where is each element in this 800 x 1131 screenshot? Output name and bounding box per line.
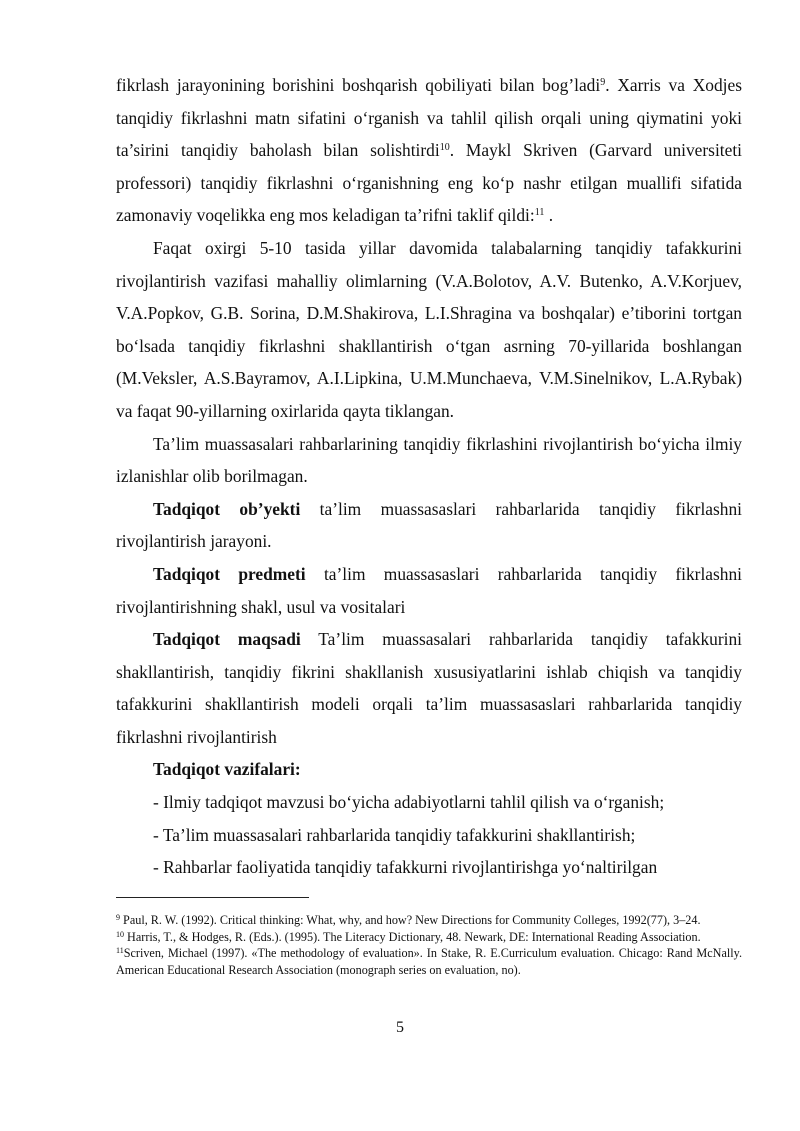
- paragraph-1-text-a: fikrlash jarayonining borishini boshqarish qobiliyati bilan bog’ladi: [116, 75, 601, 95]
- research-goal-paragraph: [116, 623, 742, 753]
- footnote-text: Paul, R. W. (1992). Critical thinking: What, why, and how? New Directions for Community Colleges, 1992(77), 3–24.: [120, 913, 701, 927]
- research-object-text: ta’lim muassasaslari rahbarlarida tanqidiy fikrlashni rivojlantirish jarayoni.: [116, 498, 742, 552]
- paragraph-1-text-c: . Maykl Skriven (Garvard universiteti professori) tanqidiy fikrlashni oʻrganishning eng koʻp nashr etilgan muallifi sifatida zamonaviy voqelikka eng mos keladigan ta’rifni taklif qildi:: [116, 140, 742, 226]
- paragraph-3: Ta’lim muassasalari rahbarlarining tanqidiy fikrlashini rivojlantirish boʻyicha ilmiy izlanishlar olib borilmagan.: [116, 433, 742, 487]
- research-object-label: Tadqiqot ob’yekti: [153, 498, 301, 519]
- footnote-ref-10[interactable]: 10: [439, 142, 450, 154]
- body-text: [116, 69, 742, 884]
- footnote-number: 11: [116, 946, 124, 956]
- footnote-9: [116, 912, 742, 929]
- research-task-item: - Ilmiy tadqiqot mavzusi boʻyicha adabiyotlarni tahlil qilish va oʻrganish;: [153, 792, 665, 813]
- paragraph-1: [116, 69, 742, 232]
- footnotes: [116, 912, 742, 978]
- research-object-paragraph: [116, 493, 742, 558]
- research-subject-text: ta’lim muassasaslari rahbarlarida tanqidiy fikrlashni rivojlantirishning shakl, usul va vositalari: [116, 563, 742, 617]
- research-tasks-heading: Tadqiqot vazifalari:: [153, 759, 301, 780]
- footnote-number: 10: [116, 929, 124, 939]
- footnote-10: [116, 929, 742, 946]
- footnote-ref-11[interactable]: 11: [534, 207, 545, 219]
- paragraph-1-text-b: . Xarris va Xodjes tanqidiy fikrlashni matn sifatini oʻrganish va tahlil qilish orqali uning qiymatini yoki ta’sirini tanqidiy baholash bilan solishtirdi: [116, 75, 742, 161]
- page-number: 5: [396, 1019, 404, 1036]
- footnote-divider: [116, 897, 309, 898]
- paragraph-2: Faqat oxirgi 5-10 tasida yillar davomida talabalarning tanqidiy tafakkurini rivojlantirish vazifasi mahalliy olimlarning (V.A.Bolotov, A.V. Butenko, A.V.Korjuev, V.A.Popkov, G.B. Sorina, D.M.Shakirova, L.I.Shragina va boshqalar) e’tiborini tortgan boʻlsada tanqidiy fikrlashni shakllantirish oʻtgan asrning 70-yillarida boshlangan (M.Veksler, A.S.Bayramov, A.I.Lipkina, U.M.Munchaeva, V.M.Sinelnikov, L.A.Rybak) va faqat 90-yillarning oxirlarida qayta tiklangan.: [116, 237, 742, 421]
- research-task-item: - Ta’lim muassasalari rahbarlarida tanqidiy tafakkurini shakllantirish;: [153, 824, 636, 845]
- research-subject-label: Tadqiqot predmeti: [153, 563, 306, 584]
- footnote-text: Scriven, Michael (1997). «The methodology of evaluation». In Stake, R. E.Curriculum evaluation. Chicago: Rand McNally. American Educational Research Association (monograph series on evaluation, no).: [116, 946, 742, 977]
- footnote-ref-9[interactable]: 9: [600, 77, 606, 88]
- research-subject-paragraph: [116, 558, 742, 623]
- research-goal-label: Tadqiqot maqsadi: [153, 629, 301, 650]
- footnote-number: 9: [116, 913, 120, 922]
- research-task-item: - Rahbarlar faoliyatida tanqidiy tafakkurni rivojlantirishga yoʻnaltirilgan: [153, 857, 658, 878]
- footnote-11: [116, 945, 742, 978]
- research-goal-text: Ta’lim muassasalari rahbarlarida tanqidiy tafakkurini shakllantirish, tanqidiy fikrini shakllanish xususiyatlarini ishlab chiqish va tanqidiy tafakkurini shakllantirish modeli orqali ta’lim muassasaslari rahbarlarida tanqidiy fikrlashni rivojlantirish: [116, 629, 742, 747]
- paragraph-1-text-d: .: [544, 205, 554, 226]
- footnote-text: Harris, T., & Hodges, R. (Eds.). (1995). The Literacy Dictionary, 48. Newark, DE: International Reading Association.: [124, 929, 701, 944]
